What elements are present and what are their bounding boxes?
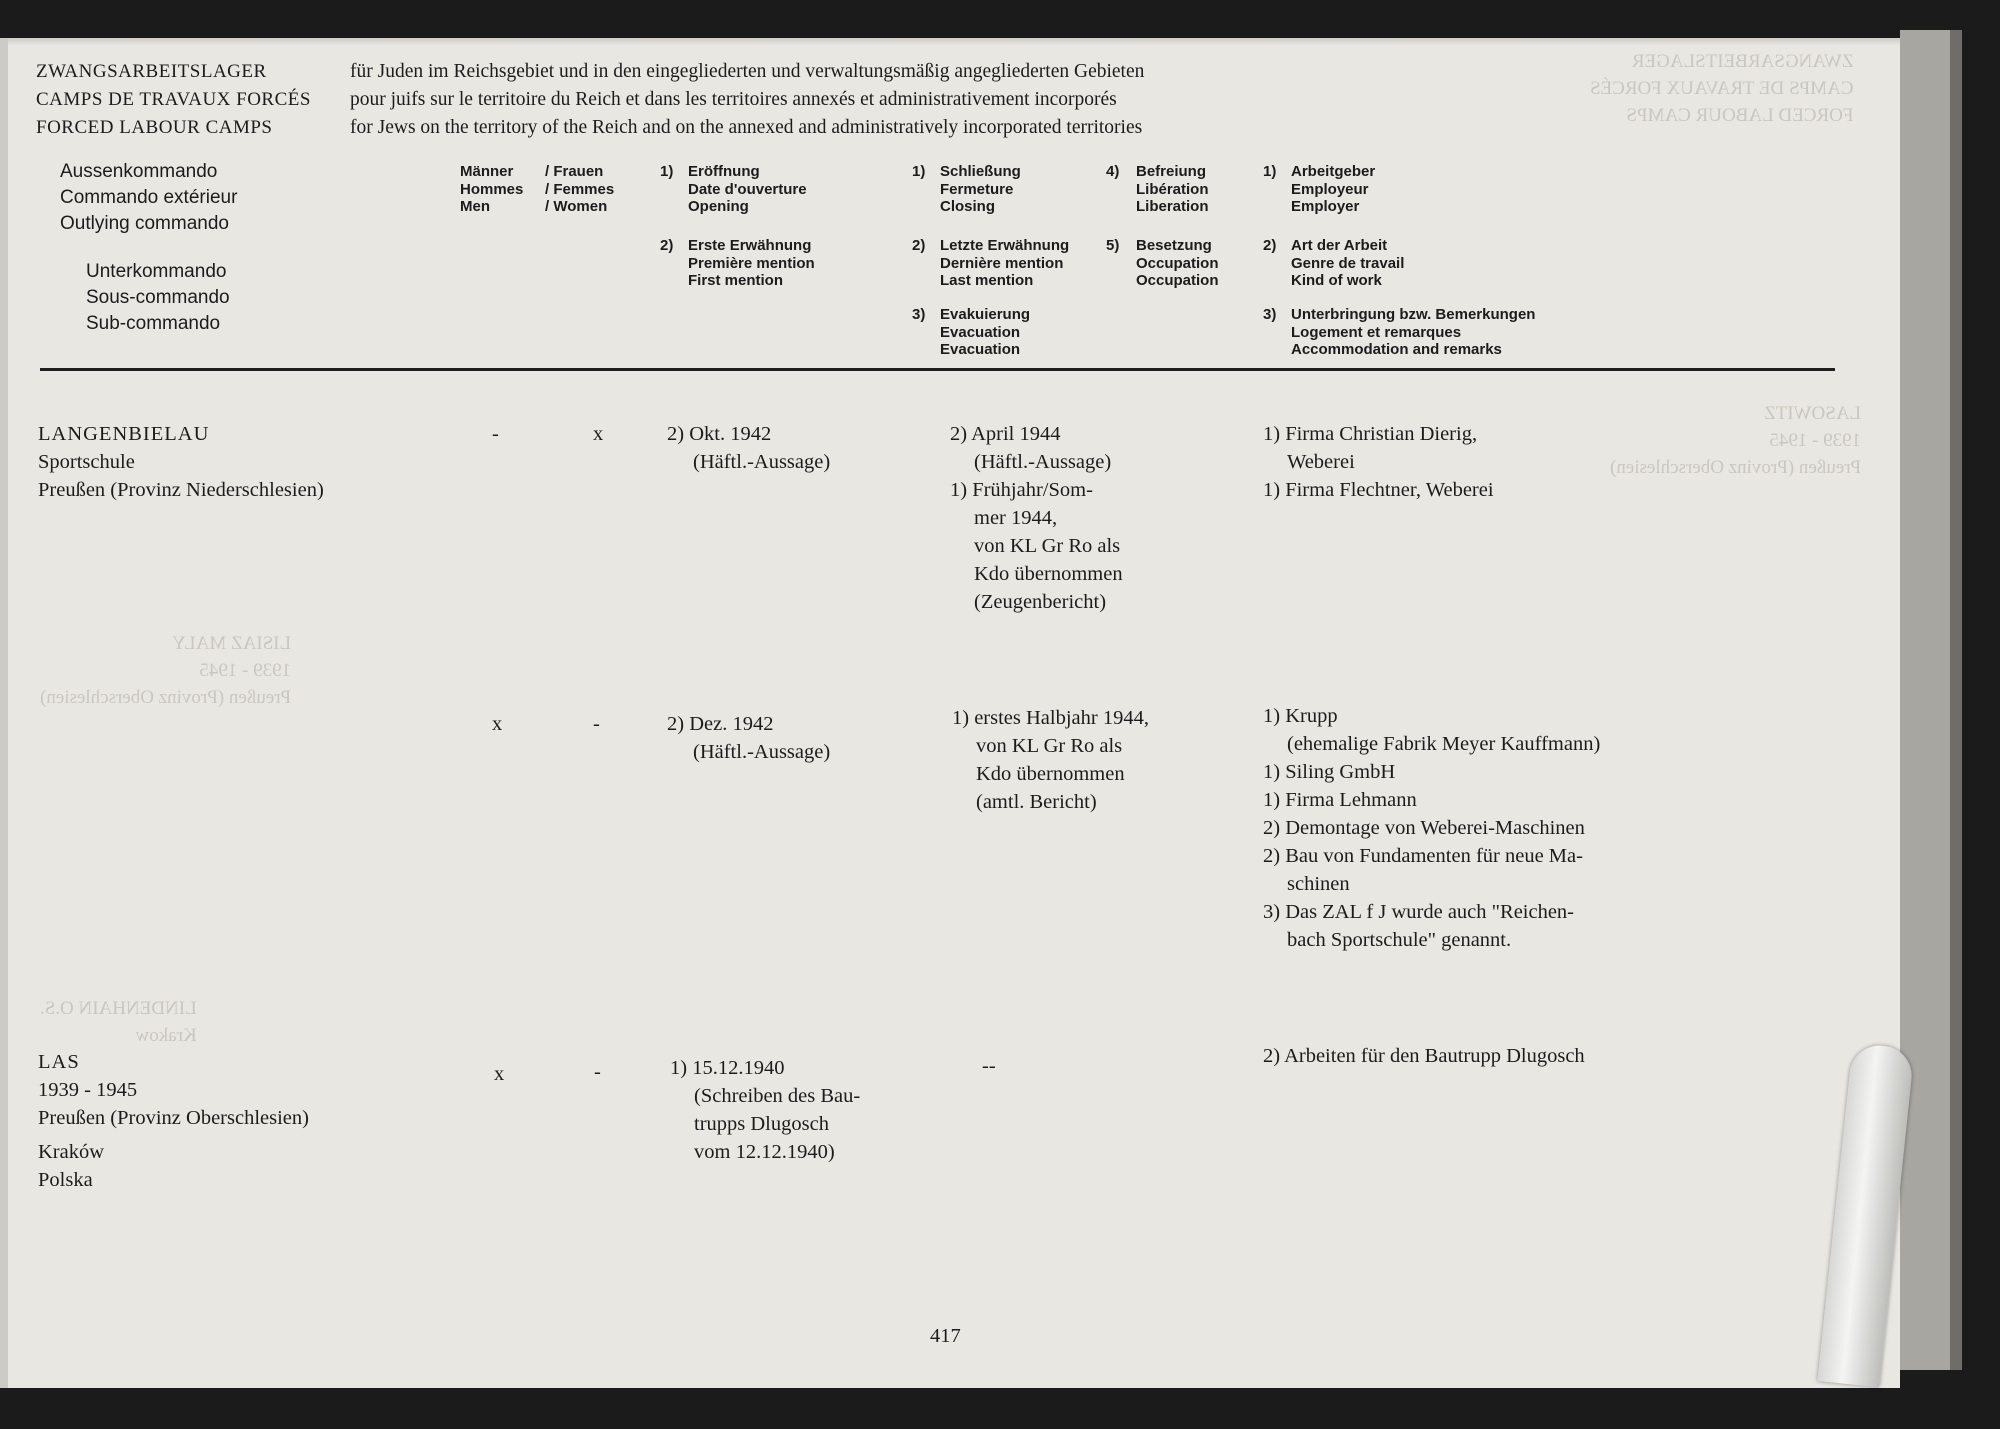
opening-cell xyxy=(670,1054,860,1166)
remarks-cell xyxy=(1263,420,1494,504)
aussenkommando-label xyxy=(60,159,237,237)
closing-line: (Häftl.-Aussage) xyxy=(974,451,1112,473)
header-left-en: FORCED LABOUR CAMPS xyxy=(36,117,273,138)
header-right-de: für Juden im Reichsgebiet und in den eingegliederten und verwaltungsmäßig angegliederten Gebieten xyxy=(350,61,1145,82)
col-label: Evakuierung xyxy=(940,306,1031,323)
gender-men-en: Men xyxy=(460,198,490,215)
opening-cell xyxy=(667,710,830,766)
opening-line: 2) Okt. 1942 xyxy=(667,423,772,445)
col-label: Erste Erwähnung xyxy=(688,237,812,254)
opening-line: (Schreiben des Bau- xyxy=(694,1085,861,1107)
closing-cell xyxy=(982,1052,996,1080)
last-mention-header xyxy=(912,237,1069,290)
closing-line: Kdo übernommen xyxy=(974,563,1123,585)
opening-line: trupps Dlugosch xyxy=(694,1113,829,1135)
remarks-line: (ehemalige Fabrik Meyer Kauffmann) xyxy=(1287,733,1601,755)
col-label: Eröffnung xyxy=(688,163,760,180)
opening-line: vom 12.12.1940) xyxy=(694,1141,835,1163)
camp-city: Kraków xyxy=(38,1141,105,1163)
col-num: 3) xyxy=(912,306,926,323)
col-label: Kind of work xyxy=(1291,272,1382,289)
show-through-text: ZWANGSARBEITSLAGER CAMPS DE TRAVAUX FORCÉS FORCED LABOUR CAMPS xyxy=(1590,51,1854,126)
col-label: First mention xyxy=(688,272,784,289)
remarks-line: 1) Firma Christian Dierig, xyxy=(1263,423,1478,445)
show-through-text: LASOWITZ 1939 - 1945 Preußen (Provinz Oberschlesien) xyxy=(1610,403,1862,478)
opening-cell xyxy=(667,420,830,476)
entry-name xyxy=(38,420,324,504)
col-label: Logement et remarques xyxy=(1291,323,1462,341)
opening-header xyxy=(660,163,807,216)
remarks-line: 1) Siling GmbH xyxy=(1263,761,1396,783)
col-label: Occupation xyxy=(1136,254,1219,272)
book-edge-dark xyxy=(1950,30,1962,1370)
gender-header xyxy=(460,163,614,216)
aussen-en: Outlying commando xyxy=(60,213,229,234)
col-label: Unterbringung bzw. Bemerkungen xyxy=(1291,306,1536,323)
remarks-line: bach Sportschule" genannt. xyxy=(1287,929,1512,951)
women-mark: x xyxy=(593,423,604,445)
show-through-text: LISIAZ MALY 1939 - 1945 Preußen (Provinz Oberschlesien) xyxy=(40,633,292,708)
col-label: Date d'ouverture xyxy=(688,180,807,198)
camp-country: Polska xyxy=(38,1169,93,1191)
closing-line: 1) Frühjahr/Som- xyxy=(950,479,1093,501)
closing-cell xyxy=(952,704,1149,816)
opening-line: 2) Dez. 1942 xyxy=(667,713,774,735)
unterkommando-label xyxy=(86,259,230,337)
occupation-header xyxy=(1106,237,1219,290)
gender-women-de: / Frauen xyxy=(545,163,604,180)
col-label: Fermeture xyxy=(940,180,1014,198)
remarks-line: 2) Demontage von Weberei-Maschinen xyxy=(1263,817,1585,839)
col-label: Last mention xyxy=(940,272,1034,289)
opening-line: (Häftl.-Aussage) xyxy=(693,741,831,763)
col-num: 1) xyxy=(660,163,674,180)
men-mark: - xyxy=(492,423,499,445)
closing-line: mer 1944, xyxy=(974,507,1058,529)
col-label: Opening xyxy=(688,198,749,215)
page-top-shadow xyxy=(0,38,1900,46)
col-label: Première mention xyxy=(688,254,815,272)
col-label: Befreiung xyxy=(1136,163,1207,180)
closing-line: von KL Gr Ro als xyxy=(976,735,1123,757)
page-left-edge xyxy=(0,38,8,1388)
col-num: 5) xyxy=(1106,237,1120,254)
header-left-de: ZWANGSARBEITSLAGER xyxy=(36,61,267,82)
gender-men-de: Männer xyxy=(460,163,514,180)
closing-line: Kdo übernommen xyxy=(976,763,1125,785)
liberation-header xyxy=(1106,163,1209,216)
remarks-line: 1) Firma Lehmann xyxy=(1263,789,1417,811)
first-mention-header xyxy=(660,237,815,290)
remarks-line: schinen xyxy=(1287,873,1350,895)
col-label: Libération xyxy=(1136,180,1209,198)
gender-women-fr: / Femmes xyxy=(545,180,615,198)
remarks-line: Weberei xyxy=(1287,451,1355,473)
gender-men-fr: Hommes xyxy=(460,180,524,198)
col-label: Accommodation and remarks xyxy=(1291,341,1502,358)
camp-subtitle: Sportschule xyxy=(38,451,135,473)
closing-cell xyxy=(950,420,1123,616)
col-label: Arbeitgeber xyxy=(1291,163,1376,180)
camp-province: Preußen (Provinz Niederschlesien) xyxy=(38,479,324,501)
col-num: 3) xyxy=(1263,306,1277,323)
women-mark: - xyxy=(593,713,600,735)
col-label: Employer xyxy=(1291,198,1360,215)
opening-line: 1) 15.12.1940 xyxy=(670,1057,785,1079)
col-num: 1) xyxy=(1263,163,1277,180)
col-label: Besetzung xyxy=(1136,237,1212,254)
opening-line: (Häftl.-Aussage) xyxy=(693,451,831,473)
col-num: 2) xyxy=(1263,237,1277,254)
col-label: Evacuation xyxy=(940,341,1021,358)
header-right xyxy=(350,58,1144,142)
remarks-cell xyxy=(1263,702,1600,954)
aussen-fr: Commando extérieur xyxy=(60,187,238,208)
col-label: Occupation xyxy=(1136,272,1219,289)
employer-header xyxy=(1263,163,1375,216)
kind-of-work-header xyxy=(1263,237,1404,290)
remarks-cell xyxy=(1263,1042,1585,1070)
closing-line: -- xyxy=(982,1055,996,1077)
closing-line: 2) April 1944 xyxy=(950,423,1061,445)
remarks-line: 2) Bau von Fundamenten für neue Ma- xyxy=(1263,845,1583,867)
col-num: 4) xyxy=(1106,163,1120,180)
unter-fr: Sous-commando xyxy=(86,287,230,308)
unter-de: Unterkommando xyxy=(86,261,227,282)
header-left-fr: CAMPS DE TRAVAUX FORCÉS xyxy=(36,89,311,110)
show-through-text: LINDENHAIN O.S. Krakow xyxy=(40,998,197,1046)
gender-women-en: / Women xyxy=(545,198,608,215)
col-num: 2) xyxy=(912,237,926,254)
header-rule xyxy=(40,368,1835,371)
remarks-line: 1) Firma Flechtner, Weberei xyxy=(1263,479,1494,501)
col-num: 2) xyxy=(660,237,674,254)
unter-en: Sub-commando xyxy=(86,313,221,334)
col-label: Schließung xyxy=(940,163,1021,180)
camp-province: Preußen (Provinz Oberschlesien) xyxy=(38,1107,309,1129)
page-number: 417 xyxy=(930,1325,961,1347)
col-label: Closing xyxy=(940,198,995,215)
women-mark: - xyxy=(594,1061,601,1083)
header-left xyxy=(36,58,311,142)
closing-line: (amtl. Bericht) xyxy=(976,791,1097,813)
col-label: Art der Arbeit xyxy=(1291,237,1388,254)
remarks-line: 3) Das ZAL f J wurde auch "Reichen- xyxy=(1263,901,1575,923)
col-label: Genre de travail xyxy=(1291,254,1405,272)
col-label: Evacuation xyxy=(940,323,1021,341)
men-mark: x xyxy=(492,713,503,735)
col-label: Dernière mention xyxy=(940,254,1064,272)
men-mark: x xyxy=(494,1063,505,1085)
closing-line: von KL Gr Ro als xyxy=(974,535,1121,557)
accommodation-header xyxy=(1263,306,1535,359)
col-label: Letzte Erwähnung xyxy=(940,237,1070,254)
remarks-line: 1) Krupp xyxy=(1263,705,1338,727)
closing-line: (Zeugenbericht) xyxy=(974,591,1107,613)
col-label: Liberation xyxy=(1136,198,1209,215)
header-right-en: for Jews on the territory of the Reich and on the annexed and administratively incorporated territories xyxy=(350,117,1143,138)
camp-name: LAS xyxy=(38,1051,80,1073)
camp-years: 1939 - 1945 xyxy=(38,1079,138,1101)
aussen-de: Aussenkommando xyxy=(60,161,218,182)
col-num: 1) xyxy=(912,163,926,180)
entry-name xyxy=(38,1048,309,1194)
camp-name: LANGENBIELAU xyxy=(38,423,210,445)
closing-header xyxy=(912,163,1021,216)
col-label: Employeur xyxy=(1291,180,1369,198)
remarks-line: 2) Arbeiten für den Bautrupp Dlugosch xyxy=(1263,1045,1585,1067)
closing-line: 1) erstes Halbjahr 1944, xyxy=(952,707,1149,729)
book-edge xyxy=(1900,30,1950,1370)
evacuation-header xyxy=(912,306,1030,359)
header-right-fr: pour juifs sur le territoire du Reich et dans les territoires annexés et administrativement incorporés xyxy=(350,89,1117,110)
